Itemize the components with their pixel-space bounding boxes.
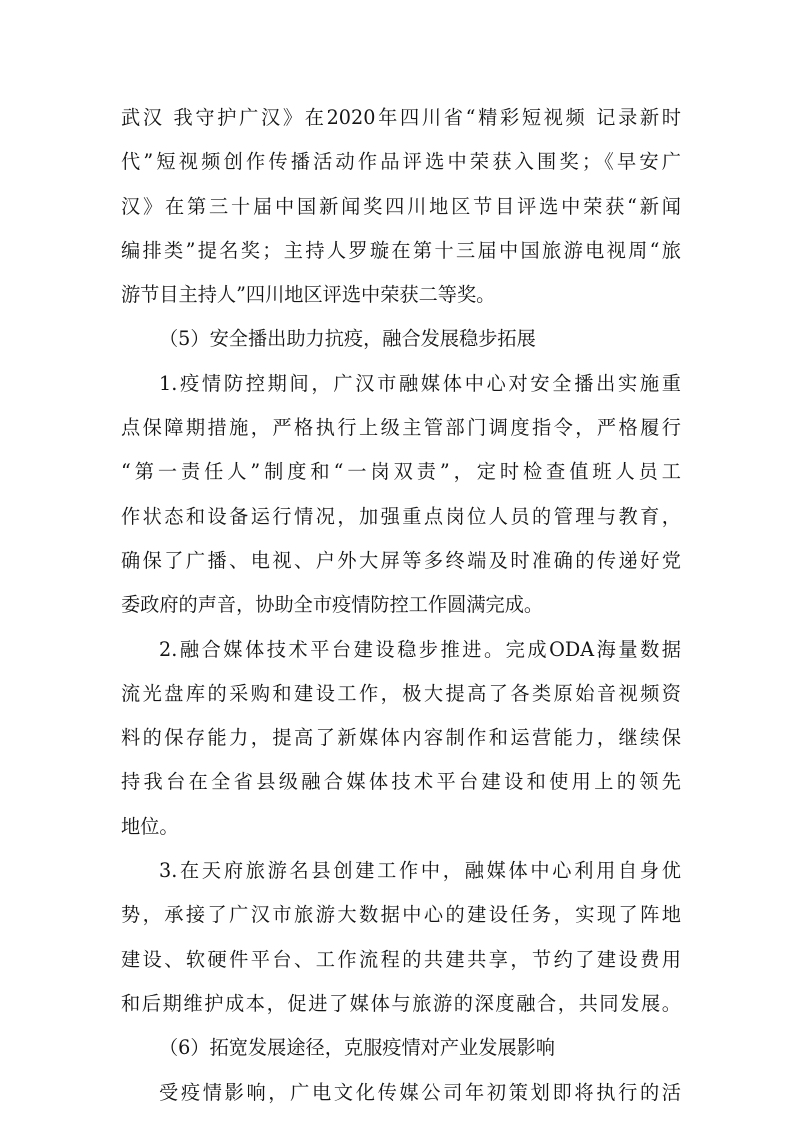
- text-line: 势，承接了广汉市旅游大数据中心的建设任务，实现了阵地: [121, 903, 681, 927]
- text-line: 受疫情影响，广电文化传媒公司年初策划即将执行的活: [159, 1080, 681, 1104]
- text-line: 编排类”提名奖；主持人罗璇在第十三届中国旅游电视周“旅: [121, 238, 681, 262]
- text-line: 作状态和设备运行情况，加强重点岗位人员的管理与教育，: [121, 504, 681, 528]
- text-line: 流光盘库的采购和建设工作，极大提高了各类原始音视频资: [121, 681, 681, 705]
- text-line: 建设、软硬件平台、工作流程的共建共享，节约了建设费用: [121, 947, 681, 971]
- text-line: 持我台在全省县级融合媒体技术平台建设和使用上的领先: [121, 770, 681, 794]
- section-heading: （5）安全播出助力抗疫，融合发展稳步拓展: [159, 327, 536, 351]
- text-line: 和后期维护成本，促进了媒体与旅游的深度融合，共同发展。: [121, 991, 681, 1015]
- text-line: 武汉 我守护广汉》在2020年四川省“精彩短视频 记录新时: [121, 106, 681, 129]
- text-line: 委政府的声音，协助全市疫情防控工作圆满完成。: [121, 593, 544, 617]
- text-line: “第一责任人”制度和“一岗双责”，定时检查值班人员工: [121, 460, 681, 484]
- text-line: 1.疫情防控期间，广汉市融媒体中心对安全播出实施重: [159, 371, 681, 395]
- text-line: 确保了广播、电视、户外大屏等多终端及时准确的传递好党: [121, 548, 681, 572]
- text-line: 料的保存能力，提高了新媒体内容制作和运营能力，继续保: [121, 726, 681, 750]
- section-heading: （6）拓宽发展途径，克服疫情对产业发展影响: [159, 1036, 555, 1060]
- document-body: [121, 96, 681, 1115]
- text-line: 3.在天府旅游名县创建工作中，融媒体中心利用自身优: [159, 859, 681, 883]
- text-line: 代”短视频创作传播活动作品评选中荣获入围奖；《早安广: [121, 150, 681, 174]
- text-line: 2.融合媒体技术平台建设稳步推进。完成ODA海量数据: [159, 637, 681, 661]
- text-line: 点保障期措施，严格执行上级主管部门调度指令，严格履行: [121, 416, 681, 440]
- text-line: 汉》在第三十届中国新闻奖四川地区节目评选中荣获“新闻: [121, 194, 681, 218]
- text-line: 地位。: [121, 814, 179, 838]
- text-line: 游节目主持人”四川地区评选中荣获二等奖。: [121, 283, 496, 307]
